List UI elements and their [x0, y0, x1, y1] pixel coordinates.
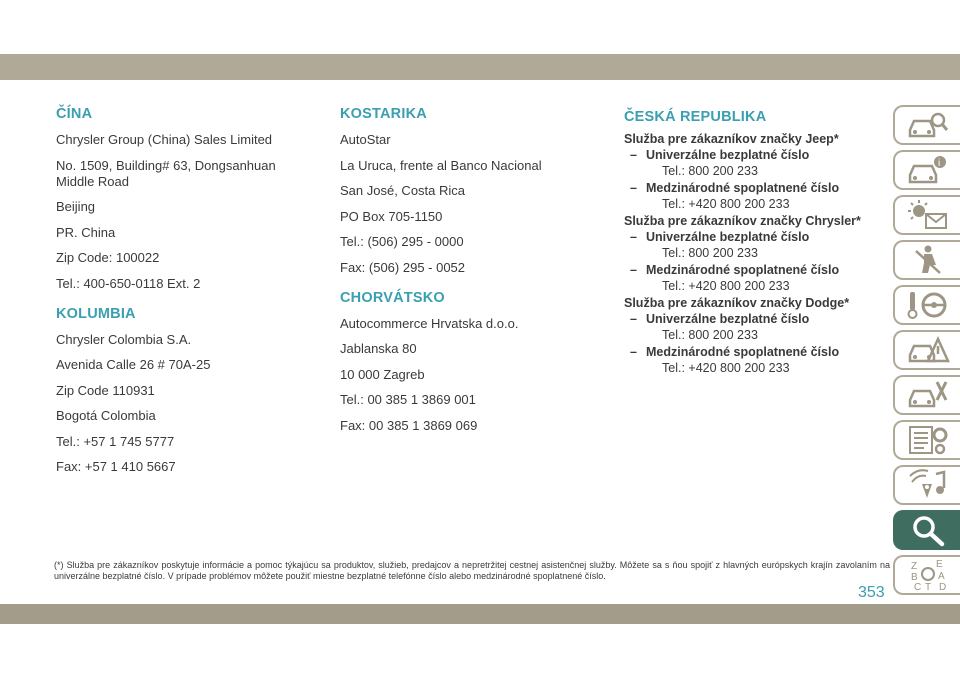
croatia-line: Tel.: 00 385 1 3869 001	[340, 392, 476, 407]
china-line: Chrysler Group (China) Sales Limited	[56, 132, 273, 147]
dash: –	[630, 263, 637, 277]
index-letter: C	[913, 582, 921, 592]
car-warning-icon	[906, 333, 950, 367]
service-tel: Tel.: 800 200 233	[662, 164, 758, 178]
service-tel: Tel.: 800 200 233	[662, 328, 758, 342]
section-heading-croatia: CHORVÁTSKO	[340, 289, 445, 306]
car-dashboard-icon	[906, 153, 950, 187]
service-item-label: Univerzálne bezplatné číslo	[646, 148, 810, 162]
index-letter: T	[924, 582, 931, 592]
colombia-line: Tel.: +57 1 745 5777	[56, 433, 175, 449]
costa-rica-line: Tel.: (506) 295 - 0000	[340, 234, 464, 249]
top-band	[0, 54, 960, 80]
croatia-line: Fax: 00 385 1 3869 069	[340, 417, 478, 433]
service-tel: Tel.: +420 800 200 233	[662, 279, 790, 293]
tab-dashboard[interactable]	[893, 150, 960, 190]
costa-rica-line: La Uruca, frente al Banco Nacional	[340, 157, 542, 173]
dash: –	[630, 148, 637, 162]
service-item	[624, 147, 889, 163]
colombia-line: Fax: +57 1 410 5667	[56, 459, 176, 474]
colombia-line: Avenida Calle 26 # 70A-25	[56, 357, 211, 372]
section-heading-costa-rica: KOSTARIKA	[340, 106, 427, 122]
service-item	[624, 180, 889, 196]
service-item-label: Medzinárodné spoplatnené číslo	[646, 345, 840, 359]
dash: –	[630, 181, 637, 195]
tab-car-info[interactable]	[893, 105, 960, 145]
specifications-icon	[906, 423, 950, 457]
steering-starting-icon	[906, 288, 950, 322]
tab-index-search[interactable]	[893, 510, 960, 550]
service-tel: Tel.: +420 800 200 233	[662, 197, 790, 211]
airbag-safety-icon	[906, 243, 950, 277]
china-line: Zip Code: 100022	[56, 250, 160, 265]
china-line: Tel.: 400-650-0118 Ext. 2	[56, 275, 201, 291]
index-letter: D	[938, 582, 946, 592]
service-item-label: Medzinárodné spoplatnené číslo	[646, 181, 840, 195]
service-item-label: Univerzálne bezplatné číslo	[646, 230, 810, 244]
bottom-band	[0, 604, 960, 624]
service-title: Služba pre zákazníkov značky Dodge*	[624, 296, 850, 310]
tab-multimedia[interactable]	[893, 465, 960, 505]
service-item	[624, 311, 889, 327]
croatia-line: Jablanska 80	[340, 341, 417, 356]
service-item	[624, 262, 889, 278]
service-tel: Tel.: 800 200 233	[662, 246, 758, 260]
croatia-line: 10 000 Zagreb	[340, 366, 425, 382]
dash: –	[630, 230, 637, 244]
tab-emergency[interactable]	[893, 330, 960, 370]
car-info-icon	[906, 108, 950, 142]
costa-rica-line: AutoStar	[340, 132, 391, 147]
tab-specifications[interactable]	[893, 420, 960, 460]
index-icon	[906, 558, 950, 592]
costa-rica-line: PO Box 705-1150	[340, 208, 443, 224]
croatia-line: Autocommerce Hrvatska d.o.o.	[340, 315, 519, 331]
costa-rica-line: San José, Costa Rica	[340, 183, 466, 198]
column-3	[624, 106, 889, 377]
china-line: No. 1509, Building# 63, Dongsanhuan	[56, 157, 276, 173]
section-heading-czech-republic: ČESKÁ REPUBLIKA	[624, 109, 767, 125]
section-heading-china: ČÍNA	[56, 106, 93, 122]
service-title: Služba pre zákazníkov značky Chrysler*	[624, 214, 861, 228]
china-line: Middle Road	[56, 173, 129, 189]
colombia-line: Bogotá Colombia	[56, 408, 156, 423]
multimedia-icon	[906, 468, 950, 502]
service-item	[624, 344, 889, 360]
tab-lights-messages[interactable]	[893, 195, 960, 235]
column-1	[56, 106, 321, 485]
service-item-label: Univerzálne bezplatné číslo	[646, 312, 810, 326]
china-line: Beijing	[56, 199, 96, 214]
index-letter: Z	[910, 561, 917, 572]
svg-text:i: i	[937, 158, 940, 169]
service-item	[624, 229, 889, 245]
dash: –	[630, 312, 637, 326]
tab-starting-driving[interactable]	[893, 285, 960, 325]
tab-servicing[interactable]	[893, 375, 960, 415]
light-message-icon	[906, 198, 950, 232]
tab-index[interactable]	[893, 555, 960, 595]
page-number: 353	[858, 584, 885, 601]
index-letter: B	[910, 572, 918, 583]
chapter-tabs	[893, 105, 960, 600]
footnote: (*) Služba pre zákazníkov poskytuje informácie a pomoc týkajúcu sa produktov, služieb, predajcov a nepretržitej cestnej asistenčnej služby. Môžete sa s ňou spojiť z hlavných európskych krajín zavolaním na univerzálne bezplatné číslo. V prípade problémov môžete použiť miestne bezplatné telefónne číslo alebo medzinárodné spoplatnené číslo.	[54, 560, 890, 581]
service-tel: Tel.: +420 800 200 233	[662, 361, 790, 375]
dash: –	[630, 345, 637, 359]
china-line: PR. China	[56, 224, 116, 240]
costa-rica-line: Fax: (506) 295 - 0052	[340, 259, 466, 275]
service-item-label: Medzinárodné spoplatnené číslo	[646, 263, 840, 277]
service-title: Služba pre zákazníkov značky Jeep*	[624, 132, 839, 146]
search-icon	[906, 513, 950, 547]
car-service-icon	[906, 378, 950, 412]
tab-safety[interactable]	[893, 240, 960, 280]
index-letter: A	[937, 571, 945, 582]
colombia-line: Zip Code 110931	[56, 382, 155, 398]
section-heading-colombia: KOLUMBIA	[56, 305, 136, 322]
colombia-line: Chrysler Colombia S.A.	[56, 331, 192, 347]
index-letter: E	[935, 559, 943, 570]
column-2	[340, 106, 605, 443]
